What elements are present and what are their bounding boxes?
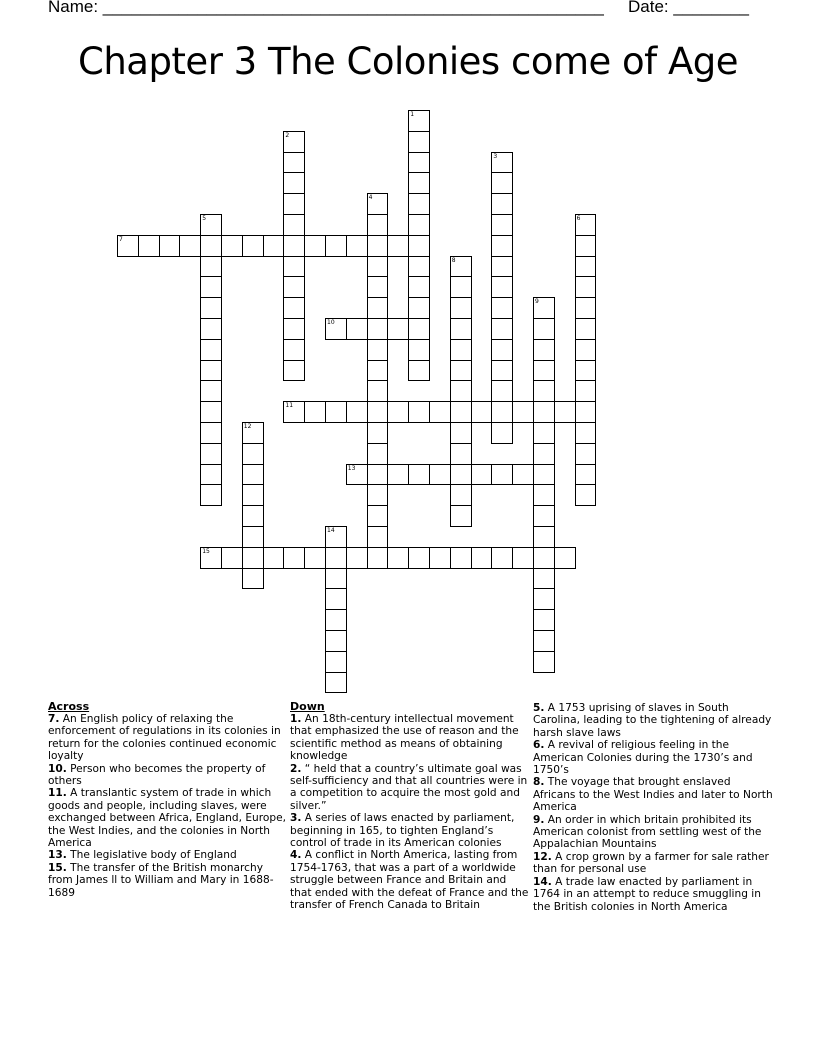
grid-cell[interactable] [179,235,201,257]
clue-item [533,876,773,913]
grid-cell[interactable] [429,401,451,423]
grid-cell[interactable] [283,276,305,298]
grid-cell[interactable] [533,443,555,465]
grid-cell[interactable] [408,276,430,298]
grid-cell[interactable] [471,401,493,423]
clue-text: A conflict in North America, lasting from 1754-1763, that was a part of a worldwide struggle between France and Britain and that ended with the defeat of France and the transfer of French Canada to Britain [290,849,529,912]
clue-number: 14. [533,875,552,888]
grid-cell[interactable] [408,131,430,153]
grid-cell[interactable] [450,505,472,527]
grid-cell[interactable] [304,235,326,257]
grid-cell[interactable] [575,339,597,361]
grid-cell[interactable] [450,297,472,319]
clue-number: 3. [290,812,302,825]
clue-number: 8. [533,776,545,789]
down-heading: Down [290,700,325,713]
grid-cell[interactable] [283,214,305,236]
grid-cell[interactable] [387,401,409,423]
grid-cell[interactable] [283,235,305,257]
grid-cell[interactable] [221,547,243,569]
grid-cell[interactable] [263,235,285,257]
grid-cell[interactable] [367,401,389,423]
grid-cell[interactable] [200,235,222,257]
grid-cell[interactable] [283,172,305,194]
across-clues [48,700,288,899]
grid-cell[interactable] [159,235,181,257]
grid-cell[interactable] [491,401,513,423]
clue-item [290,812,530,849]
grid-cell[interactable] [387,547,409,569]
grid-cell[interactable] [387,318,409,340]
clue-number: 9. [533,813,545,826]
grid-cell[interactable] [491,339,513,361]
grid-cell[interactable] [512,547,534,569]
grid-cell[interactable] [512,401,534,423]
clue-item [290,849,530,911]
grid-cell[interactable] [491,464,513,486]
grid-cell[interactable] [346,235,368,257]
grid-cell[interactable] [533,360,555,382]
grid-cell[interactable] [325,568,347,590]
clue-number: 6. [533,739,545,752]
clue-number-label: 2 [285,131,290,139]
grid-cell[interactable] [491,214,513,236]
grid-cell[interactable] [325,630,347,652]
grid-cell[interactable] [221,235,243,257]
grid-cell[interactable] [450,380,472,402]
grid-cell[interactable] [325,401,347,423]
grid-cell[interactable] [408,193,430,215]
clue-number: 1. [290,713,302,725]
grid-cell[interactable] [283,318,305,340]
grid-cell[interactable] [242,547,264,569]
grid-cell[interactable] [491,360,513,382]
grid-cell[interactable] [533,422,555,444]
grid-cell[interactable] [200,360,222,382]
grid-cell[interactable] [242,505,264,527]
grid-cell[interactable] [242,568,264,590]
grid-cell[interactable] [200,276,222,298]
grid-cell[interactable] [367,422,389,444]
grid-cell[interactable] [367,484,389,506]
grid-cell[interactable] [346,318,368,340]
grid-cell[interactable] [533,609,555,631]
clue-number-label: 7 [119,235,123,243]
clue-text: A translantic system of trade in which goods and people, including slaves, were exchanged between Africa, England, Europe, the West Indies, and the colonies in North America [48,787,286,850]
grid-cell[interactable] [575,422,597,444]
grid-cell[interactable] [491,422,513,444]
grid-cell[interactable] [346,547,368,569]
clue-number-label: 12 [243,423,252,430]
clue-number-label: 8 [451,256,456,264]
clue-text: The transfer of the British monarchy from James ll to William and Mary in 1688-1689 [48,861,274,899]
clue-text: Person who becomes the property of others [48,762,266,788]
grid-cell[interactable] [283,256,305,278]
grid-cell[interactable] [450,276,472,298]
clue-number: 2. [290,762,302,775]
grid-cell[interactable] [491,235,513,257]
grid-cell[interactable] [200,422,222,444]
grid-cell[interactable] [242,235,264,257]
clue-number-label: 13 [347,464,356,472]
grid-cell[interactable] [387,235,409,257]
grid-cell[interactable] [575,256,597,278]
grid-cell[interactable] [533,526,555,548]
grid-cell[interactable] [325,547,347,569]
clue-text: The legislative body of England [66,849,237,862]
grid-cell[interactable] [408,172,430,194]
clue-item [48,862,288,899]
grid-cell[interactable] [325,609,347,631]
grid-cell[interactable] [200,443,222,465]
grid-cell[interactable] [367,297,389,319]
clue-number-label: 6 [576,215,581,222]
grid-cell[interactable] [200,256,222,278]
clue-number: 12. [533,850,552,863]
grid-cell[interactable] [450,443,472,465]
clue-text: A revival of religious feeling in the American Colonies during the 1730’s and 1750’s [533,739,753,777]
grid-cell[interactable] [491,297,513,319]
clue-text: An 18th-century intellectual movement that emphasized the use of reason and the scientific method as means of obtaining knowledge [290,713,519,763]
grid-cell[interactable] [450,318,472,340]
clue-text: A 1753 uprising of slaves in South Carolina, leading to the tightening of already harsh slave laws [533,702,772,739]
clue-item [533,702,773,739]
clue-number-label: 3 [493,152,498,160]
clue-item [290,763,530,813]
grid-cell[interactable] [575,401,597,423]
grid-cell[interactable] [200,339,222,361]
grid-cell[interactable] [575,276,597,298]
grid-cell[interactable] [367,339,389,361]
clue-number-label: 5 [202,215,207,222]
grid-cell[interactable] [533,339,555,361]
clue-item [533,739,773,776]
grid-cell[interactable] [408,297,430,319]
clue-item [48,763,288,788]
clue-text: A series of laws enacted by parliament, beginning in 165, to tighten England’s control of trade in its American colonies [290,812,515,850]
page-title: Chapter 3 The Colonies come of Age [77,40,739,83]
grid-cell[interactable] [200,318,222,340]
grid-cell[interactable] [429,547,451,569]
clue-text: An order in which britain prohibited its American colonist from settling west of the Appalachian Mountains [533,813,762,851]
clue-number: 5. [533,702,545,714]
grid-cell[interactable] [554,547,576,569]
grid-cell[interactable] [367,318,389,340]
grid-cell[interactable] [367,526,389,548]
grid-cell[interactable] [242,526,264,548]
grid-cell[interactable] [263,547,285,569]
grid-cell[interactable] [450,339,472,361]
grid-cell[interactable] [242,443,264,465]
grid-cell[interactable] [367,256,389,278]
grid-cell[interactable] [554,401,576,423]
grid-cell[interactable] [408,464,430,486]
grid-cell[interactable] [533,464,555,486]
grid-cell[interactable] [575,318,597,340]
clue-text: A crop grown by a farmer for sale rather than for personal use [533,850,769,876]
grid-cell[interactable] [408,214,430,236]
grid-cell[interactable] [575,360,597,382]
clue-number-label: 4 [368,194,373,202]
clue-number: 10. [48,762,67,775]
grid-cell[interactable] [408,256,430,278]
grid-cell[interactable] [367,235,389,257]
grid-cell[interactable] [408,152,430,174]
grid-cell[interactable] [575,443,597,465]
grid-cell[interactable] [200,297,222,319]
clue-number: 4. [290,849,302,862]
clue-number-label: 11 [285,402,294,410]
grid-cell[interactable] [367,464,389,486]
clue-item [48,713,288,763]
grid-cell[interactable] [200,464,222,486]
grid-cell[interactable] [283,339,305,361]
grid-cell[interactable] [429,464,451,486]
grid-cell[interactable] [491,547,513,569]
grid-cell[interactable] [450,464,472,486]
name-field-label: Name: _____________________________________________________ [48,0,604,16]
grid-cell[interactable] [491,318,513,340]
grid-cell[interactable] [471,547,493,569]
clue-item [533,776,773,813]
grid-cell[interactable] [450,547,472,569]
grid-cell[interactable] [408,401,430,423]
grid-cell[interactable] [491,256,513,278]
grid-cell[interactable] [367,547,389,569]
grid-cell[interactable] [533,630,555,652]
clue-number-label: 10 [327,319,335,326]
down-clues-continued [533,702,773,913]
grid-cell[interactable] [200,380,222,402]
clue-item [533,851,773,876]
clue-item [48,849,288,861]
grid-cell[interactable] [325,235,347,257]
grid-cell[interactable] [491,172,513,194]
clue-number-label: 1 [410,111,415,118]
grid-cell[interactable] [533,547,555,569]
clue-item [533,814,773,851]
grid-cell[interactable] [325,651,347,673]
grid-cell[interactable] [533,651,555,673]
grid-cell[interactable] [387,464,409,486]
grid-cell[interactable] [200,401,222,423]
clue-number: 7. [48,713,60,725]
grid-cell[interactable] [533,505,555,527]
clue-number: 13. [48,849,67,862]
across-clue-list [48,713,288,899]
grid-cell[interactable] [283,360,305,382]
clue-number: 11. [48,787,67,800]
grid-cell[interactable] [283,152,305,174]
grid-cell[interactable] [533,318,555,340]
down-clue-list [290,713,530,912]
grid-cell[interactable] [408,547,430,569]
date-field-label: Date: ________ [628,0,749,16]
grid-cell[interactable] [304,547,326,569]
grid-cell[interactable] [575,235,597,257]
grid-cell[interactable] [575,380,597,402]
grid-cell[interactable] [367,214,389,236]
clue-number-label: 14 [327,527,335,534]
grid-cell[interactable] [346,401,368,423]
clue-item [48,787,288,849]
grid-cell[interactable] [367,443,389,465]
clue-number-label: 15 [202,547,210,555]
grid-cell[interactable] [138,235,160,257]
grid-cell[interactable] [325,672,347,694]
grid-cell[interactable] [450,422,472,444]
grid-cell[interactable] [283,547,305,569]
down-clue-list-continued [533,702,773,913]
grid-cell[interactable] [533,588,555,610]
clue-number-label: 9 [535,298,539,306]
grid-cell[interactable] [408,360,430,382]
grid-cell[interactable] [491,193,513,215]
grid-cell[interactable] [408,235,430,257]
clue-text: “ held that a country’s ultimate goal was self-sufficiency and that all countries were in a competition to acquire the most gold and silver.” [290,762,528,812]
grid-cell[interactable] [471,464,493,486]
clue-text: A trade law enacted by parliament in 1764 in an attempt to reduce smuggling in the British colonies in North America [533,875,761,913]
grid-cell[interactable] [325,588,347,610]
grid-cell[interactable] [533,401,555,423]
clue-text: An English policy of relaxing the enforcement of regulations in its colonies in return for the colonies continued economic loyalty [48,713,281,763]
grid-cell[interactable] [450,484,472,506]
grid-cell[interactable] [491,380,513,402]
clue-number: 15. [48,861,67,874]
clue-item [290,713,530,763]
grid-cell[interactable] [533,484,555,506]
grid-cell[interactable] [533,380,555,402]
grid-cell[interactable] [408,318,430,340]
grid-cell[interactable] [575,484,597,506]
grid-cell[interactable] [512,464,534,486]
grid-cell[interactable] [200,484,222,506]
grid-cell[interactable] [450,401,472,423]
grid-cell[interactable] [491,276,513,298]
grid-cell[interactable] [408,339,430,361]
grid-cell[interactable] [242,464,264,486]
clue-text: The voyage that brought enslaved Africans to the West Indies and later to North America [533,776,773,814]
grid-cell[interactable] [367,276,389,298]
grid-cell[interactable] [283,297,305,319]
across-heading: Across [48,700,90,713]
grid-cell[interactable] [367,360,389,382]
grid-cell[interactable] [304,401,326,423]
grid-cell[interactable] [367,505,389,527]
grid-cell[interactable] [575,464,597,486]
down-clues [290,700,530,912]
grid-cell[interactable] [575,297,597,319]
grid-cell[interactable] [242,484,264,506]
grid-cell[interactable] [450,360,472,382]
grid-cell[interactable] [533,568,555,590]
grid-cell[interactable] [283,193,305,215]
grid-cell[interactable] [367,380,389,402]
